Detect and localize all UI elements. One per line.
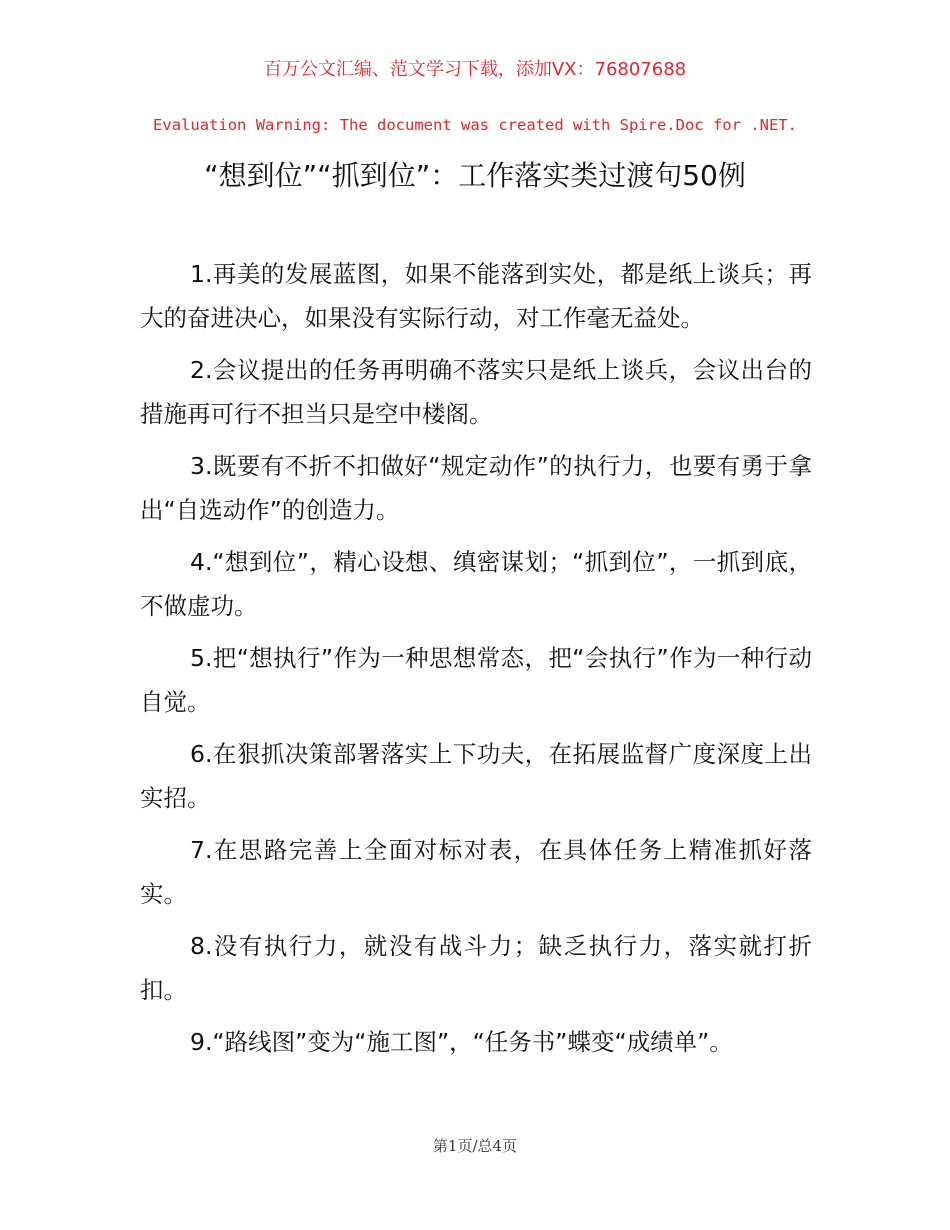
list-item: 8.没有执行力，就没有战斗力；缺乏执行力，落实就打折扣。 <box>140 932 812 1004</box>
list-item: 4.“想到位”，精心设想、缜密谋划；“抓到位”，一抓到底，不做虚功。 <box>140 548 812 620</box>
list-item: 1.再美的发展蓝图，如果不能落到实处，都是纸上谈兵；再大的奋进决心，如果没有实际行动，对工作毫无益处。 <box>140 260 812 332</box>
list-item: 7.在思路完善上全面对标对表，在具体任务上精准抓好落实。 <box>140 836 812 908</box>
list-item: 9.“路线图”变为“施工图”，“任务书”蝶变“成绩单”。 <box>190 1028 733 1056</box>
list-item: 2.会议提出的任务再明确不落实只是纸上谈兵，会议出台的措施再可行不担当只是空中楼阁。 <box>140 356 812 428</box>
transition-sentence-list <box>140 252 812 1072</box>
list-item: 5.把“想执行”作为一种思想常态，把“会执行”作为一种行动自觉。 <box>140 644 812 716</box>
evaluation-warning: Evaluation Warning: The document was created with Spire.Doc for .NET. <box>153 116 797 134</box>
promo-header: 百万公文汇编、范文学习下载，添加VX：76807688 <box>263 59 687 80</box>
list-item: 3.既要有不折不扣做好“规定动作”的执行力，也要有勇于拿出“自选动作”的创造力。 <box>140 452 812 524</box>
document-title: “想到位”“抓到位”：工作落实类过渡句50例 <box>204 159 746 192</box>
page-number: 第1页/总4页 <box>432 1137 518 1155</box>
list-item: 6.在狠抓决策部署落实上下功夫，在拓展监督广度深度上出实招。 <box>140 740 812 812</box>
